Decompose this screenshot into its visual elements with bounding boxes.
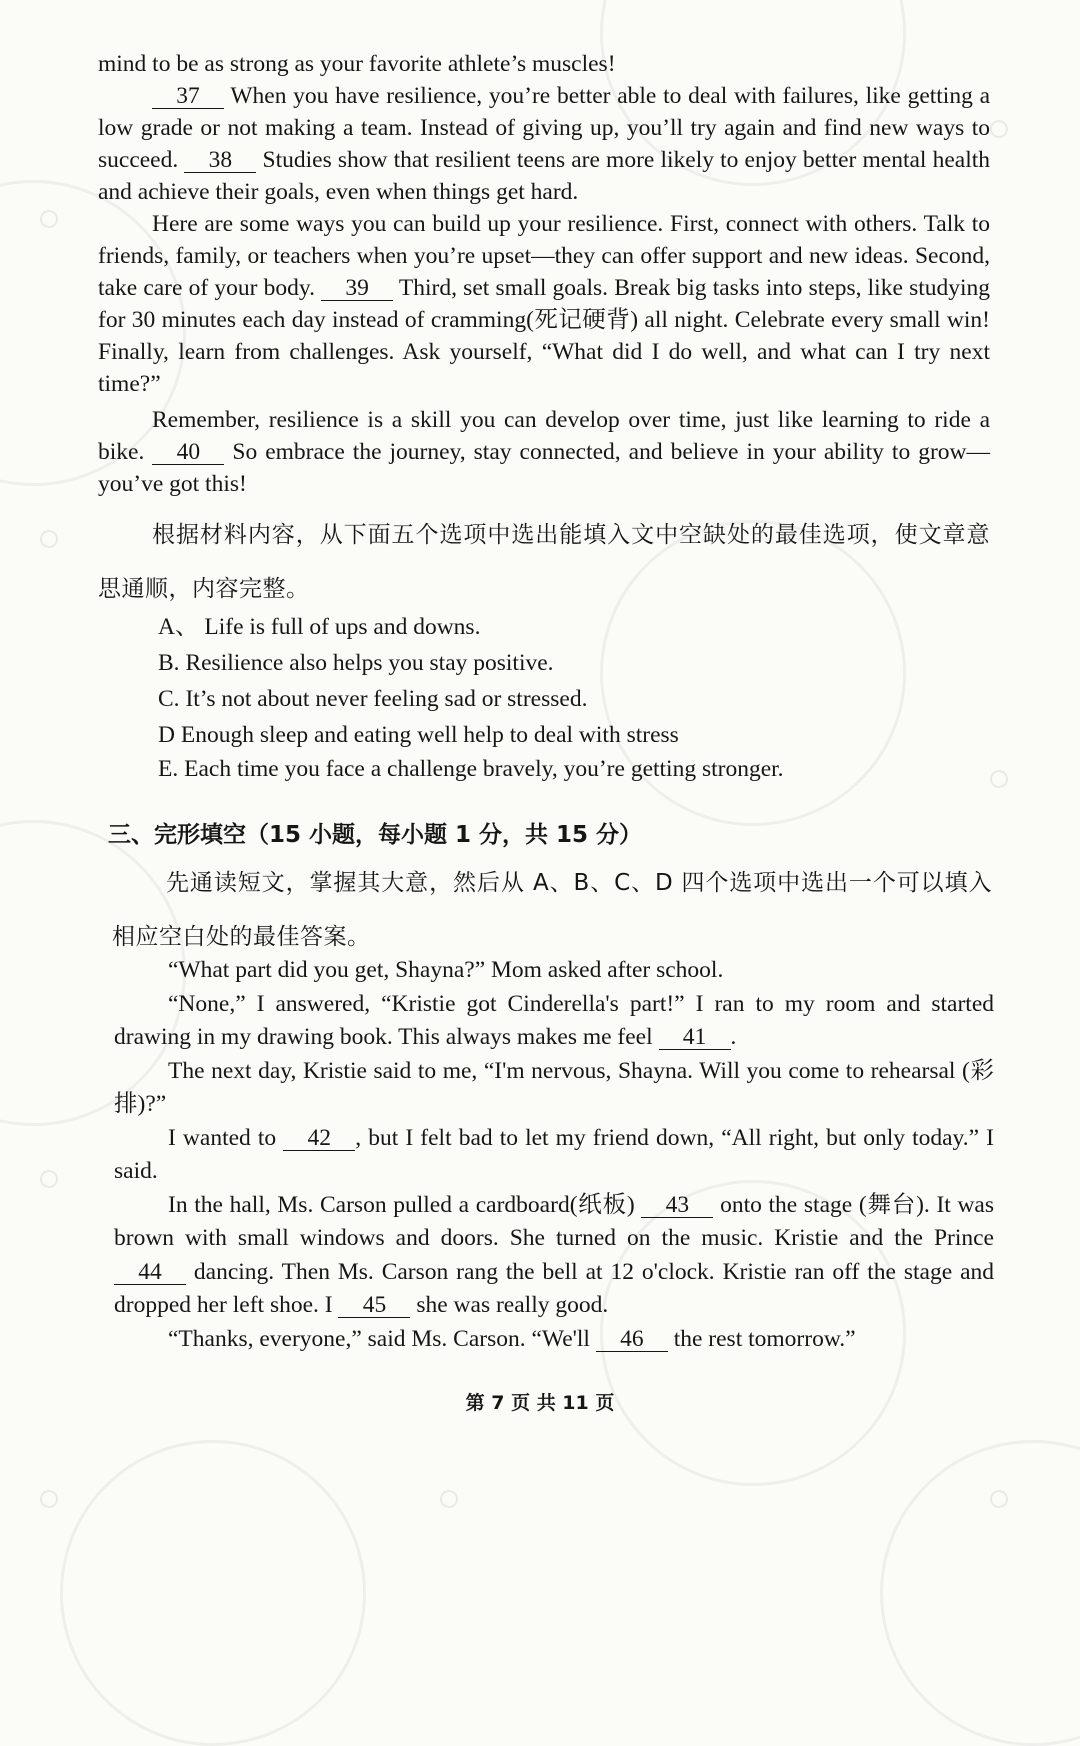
option-e [158, 752, 784, 786]
blank-40: 40 [152, 440, 224, 465]
option-text: It’s not about never feeling sad or stressed. [185, 686, 588, 712]
paragraph-blank-40 [98, 404, 990, 500]
instructions-text: 根据材料内容，从下面五个选项中选出能填入文中空缺处的最佳选项，使文章意思通顺，内容完整。 [98, 522, 990, 602]
watermark-ring [880, 1440, 1080, 1746]
cloze-paragraph [114, 1189, 994, 1323]
blank-43: 43 [641, 1193, 713, 1218]
paragraph-text: , but I felt bad to let my friend down, “All right, but only today.” I said. [114, 1124, 995, 1184]
option-a [158, 610, 480, 644]
option-b [158, 646, 554, 680]
paragraph-text: Third, set small goals. Break big tasks into steps, like studying for 30 minutes each day instead of cramming(死记硬背) all night. Celebrate every small win! Finally, learn from challenges. Ask yourself, “What did I do well, and what can I try next time?” [98, 275, 991, 397]
paragraph-text: Studies show that resilient teens are more likely to enjoy better mental health and achieve their goals, even when things get hard. [98, 147, 991, 205]
blank-45: 45 [338, 1293, 410, 1318]
blank-39: 39 [321, 276, 393, 301]
cloze-passage [114, 954, 994, 1356]
blank-38: 38 [184, 148, 256, 173]
option-d [158, 718, 679, 752]
blank-44: 44 [114, 1260, 186, 1285]
paragraph-text: So embrace the journey, stay connected, and believe in your ability to grow—you’ve got this! [98, 439, 990, 497]
paragraph-text: dancing. Then Ms. Carson rang the bell at 12 o'clock. Kristie ran off the stage and dropped her left shoe. I [114, 1258, 995, 1318]
option-letter: A、 [158, 614, 199, 640]
cloze-paragraph: “What part did you get, Shayna?” Mom asked after school. [168, 957, 724, 983]
cloze-paragraph: The next day, Kristie said to me, “I'm nervous, Shayna. Will you come to rehearsal (彩排)?” [114, 1057, 994, 1117]
paragraph-text: In the hall, Ms. Carson pulled a cardboard(纸板) [168, 1191, 635, 1218]
watermark-dot [40, 1170, 58, 1188]
paragraph-text: she was really good. [416, 1292, 609, 1318]
watermark-dot [440, 1490, 458, 1508]
paragraph-blank-39 [98, 208, 990, 400]
paragraph-text: onto the stage (舞台). It was brown with small windows and doors. She turned on the music. Kristie and the Prince [114, 1191, 995, 1251]
paragraph-text: the rest tomorrow.” [673, 1325, 856, 1352]
paragraph-text: Remember, resilience is a skill you can develop over time, just like learning to ride a bike. [98, 407, 990, 465]
option-text: Each time you face a challenge bravely, you’re getting stronger. [184, 756, 784, 782]
cloze-paragraph [114, 1122, 994, 1189]
watermark-dot [40, 530, 58, 548]
watermark-ring [60, 1440, 366, 1746]
paragraph-text: I wanted to [168, 1124, 277, 1151]
cloze-paragraph [114, 988, 994, 1055]
option-letter: D [158, 722, 175, 748]
watermark-dot [40, 1490, 58, 1508]
option-letter: B. [158, 650, 180, 676]
watermark-dot [990, 770, 1008, 788]
option-text: Enough sleep and eating well help to deal with stress [180, 722, 679, 748]
option-text: Resilience also helps you stay positive. [185, 650, 554, 676]
option-c [158, 682, 587, 716]
paragraph-text: . [730, 1024, 737, 1050]
paragraph-text: When you have resilience, you’re better able to deal with failures, like getting a low grade or not making a team. Instead of giving up, you’ll try again and find new ways to succeed. [98, 83, 991, 173]
option-text: Life is full of ups and downs. [204, 614, 481, 640]
passage-line: mind to be as strong as your favorite athlete’s muscles! [98, 51, 616, 77]
blank-37: 37 [152, 84, 224, 109]
blank-42: 42 [283, 1126, 355, 1151]
paragraph-blank-37 [98, 80, 990, 208]
section-instructions: 先通读短文，掌握其大意，然后从 A、B、C、D 四个选项中选出一个可以填入相应空白处的最佳答案。 [112, 870, 992, 950]
watermark-dot [990, 120, 1008, 138]
section-heading: 三、完形填空（15 小题，每小题 1 分，共 15 分） [108, 822, 643, 848]
paragraph-text: “Thanks, everyone,” said Ms. Carson. “We'll [168, 1325, 590, 1352]
cloze-paragraph [114, 1323, 994, 1357]
watermark-dot [990, 1490, 1008, 1508]
watermark-dot [40, 210, 58, 228]
option-letter: E. [158, 756, 179, 782]
blank-41: 41 [659, 1025, 731, 1050]
blank-46: 46 [596, 1327, 668, 1352]
paragraph-text: “None,” I answered, “Kristie got Cinderella's part!” I ran to my room and started drawing in my drawing book. This always makes me feel [114, 990, 994, 1050]
page-number: 第 7 页 共 11 页 [465, 1392, 615, 1414]
option-letter: C. [158, 686, 180, 712]
paragraph-text: Here are some ways you can build up your resilience. First, connect with others. Talk to friends, family, or teachers when you’re upset—they can offer support and new ideas. Second, take care of your body. [98, 211, 990, 301]
